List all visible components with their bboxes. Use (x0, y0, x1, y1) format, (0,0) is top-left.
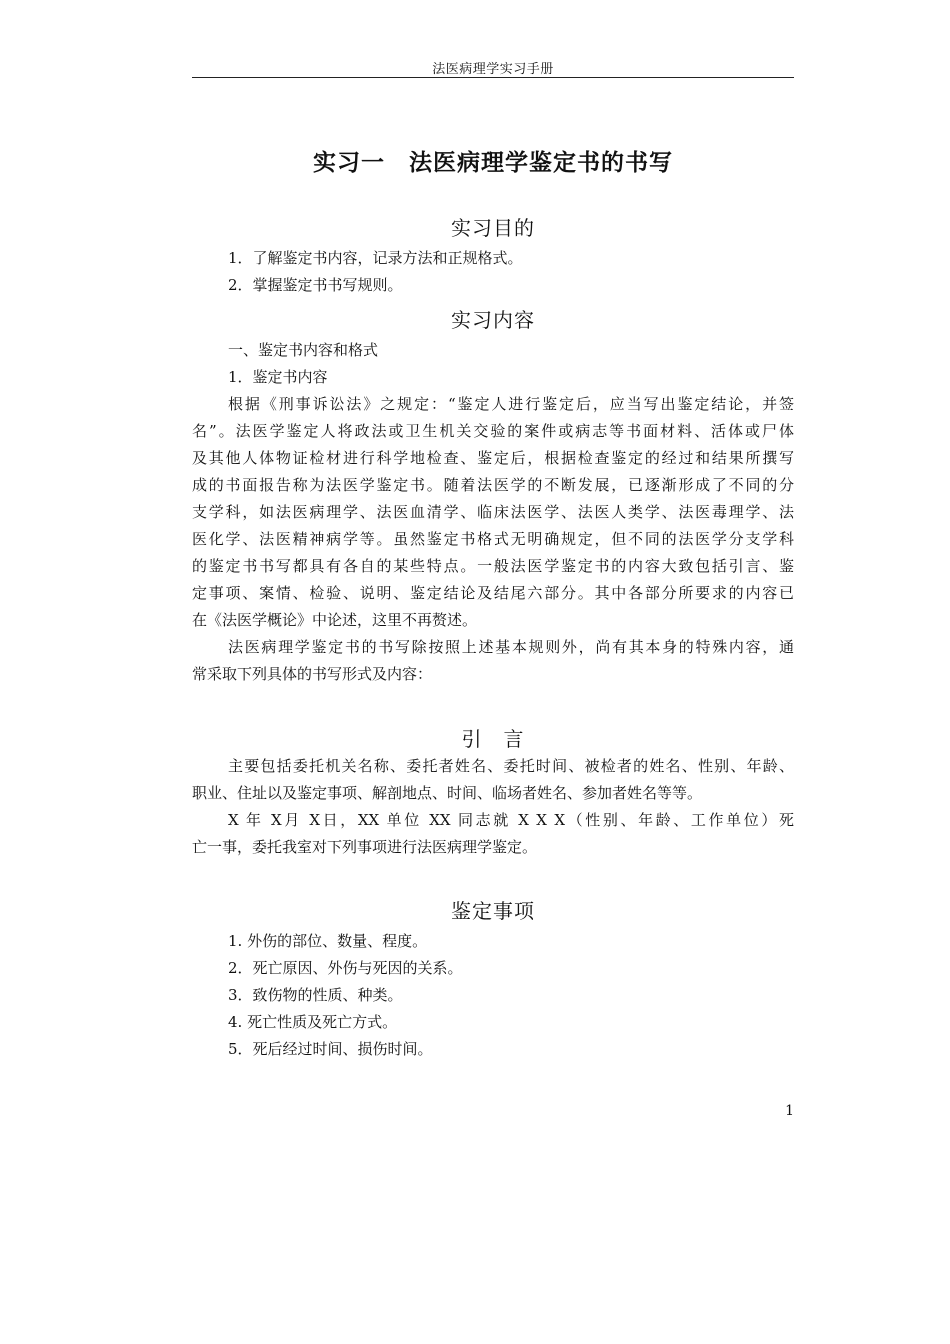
paragraph-line: 亡一事，委托我室对下列事项进行法医病理学鉴定。 (192, 838, 538, 856)
paragraph-line: 支学科，如法医病理学、法医血清学、临床法医学、法医人类学、法医毒理学、法 (192, 503, 794, 521)
content-body (192, 337, 794, 688)
page-number: 1 (785, 1103, 794, 1119)
objective-item: 1．了解鉴定书内容，记录方法和正规格式。 (228, 249, 523, 267)
list-item: 2．死亡原因、外伤与死因的关系。 (228, 959, 463, 977)
items-list (192, 928, 794, 1063)
paragraph-line: 常采取下列具体的书写形式及内容： (192, 665, 433, 683)
subsection-heading: 一、鉴定书内容和格式 (228, 341, 379, 359)
paragraph-line: 及其他人体物证检材进行科学地检查、鉴定后，根据检查鉴定的经过和结果所撰写 (192, 449, 794, 467)
paragraph-line: 定事项、案情、检验、说明、鉴定结论及结尾六部分。其中各部分所要求的内容已 (192, 584, 794, 602)
list-item: 1. 外伤的部位、数量、程度。 (228, 932, 428, 950)
paragraph-line: 主要包括委托机关名称、委托者姓名、委托时间、被检者的姓名、性别、年龄、 (228, 757, 794, 775)
paragraph-line: 成的书面报告称为法医学鉴定书。随着法医学的不断发展，已逐渐形成了不同的分 (192, 476, 794, 494)
list-item: 5．死后经过时间、损伤时间。 (228, 1040, 433, 1058)
paragraph-line: 根据《刑事诉讼法》之规定：“鉴定人进行鉴定后，应当写出鉴定结论，并签 (228, 395, 794, 413)
chapter-title: 实习一 法医病理学鉴定书的书写 (313, 149, 673, 176)
objectives-heading: 实习目的 (451, 216, 535, 240)
paragraph-line: 在《法医学概论》中论述，这里不再赘述。 (192, 611, 478, 629)
paragraph-line: 法医病理学鉴定书的书写除按照上述基本规则外，尚有其本身的特殊内容，通 (228, 638, 794, 656)
paragraph-line: 职业、住址以及鉴定事项、解剖地点、时间、临场者姓名、参加者姓名等等。 (192, 784, 703, 802)
running-header: 法医病理学实习手册 (432, 62, 554, 77)
paragraph-line: 名”。法医学鉴定人将政法或卫生机关交验的案件或病志等书面材料、活体或尸体 (192, 422, 794, 440)
subsection-heading: 1．鉴定书内容 (228, 368, 328, 386)
content-heading: 实习内容 (451, 308, 535, 332)
paragraph-line: X 年 X月 X日，XX 单位 XX 同志就 X X X（性别、年龄、工作单位）死 (228, 811, 794, 829)
list-item: 4. 死亡性质及死亡方式。 (228, 1013, 398, 1031)
paragraph-line: 的鉴定书书写都具有各自的某些特点。一般法医学鉴定书的内容大致包括引言、鉴 (192, 557, 794, 575)
paragraph-line: 医化学、法医精神病学等。虽然鉴定书格式无明确规定，但不同的法医学分支学科 (192, 530, 794, 548)
intro-body (192, 753, 794, 807)
header-rule (192, 77, 794, 78)
list-item: 3．致伤物的性质、种类。 (228, 986, 403, 1004)
intro-example (192, 807, 794, 861)
items-heading: 鉴定事项 (451, 899, 535, 923)
objectives-list (192, 245, 794, 299)
intro-heading: 引 言 (461, 727, 525, 751)
objective-item: 2．掌握鉴定书书写规则。 (228, 276, 403, 294)
